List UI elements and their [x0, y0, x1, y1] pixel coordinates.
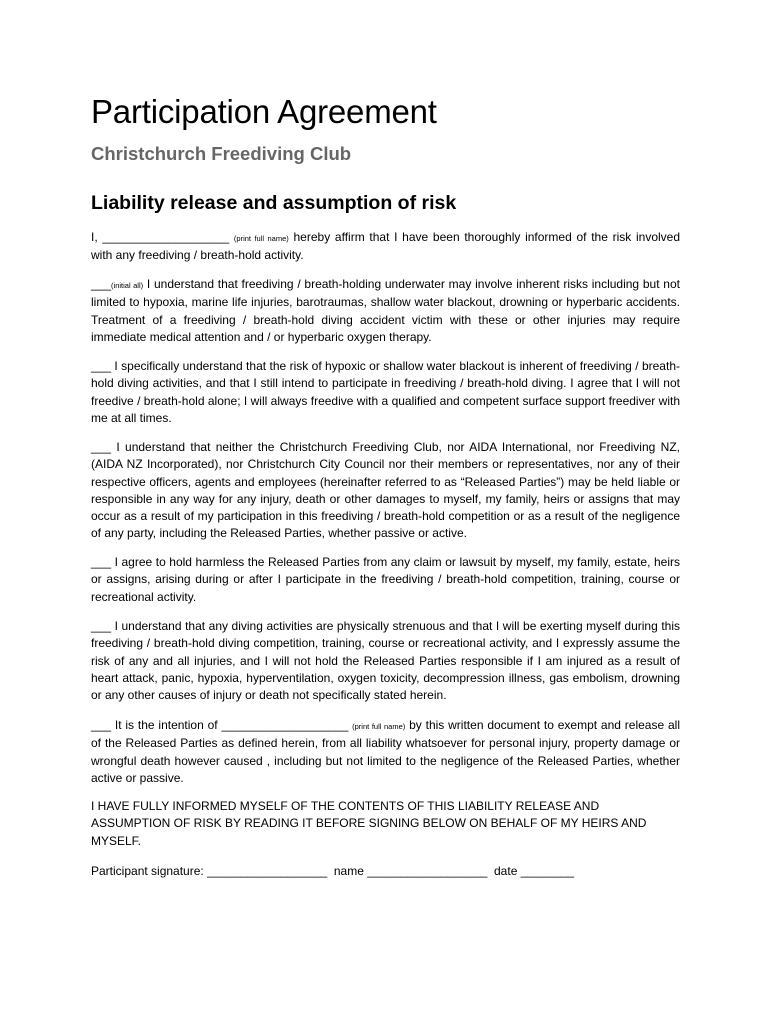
name-blank-lead: I, ___________________ [91, 230, 234, 244]
assumption-of-risk-paragraph: ___ I understand that any diving activities are physically strenuous and that I will be exerting myself during this freediving / breath-hold diving competition, training, course or recreational activity, and I expressly assume the risk of any and all injuries, and I will not hold the Released Parties responsible if I am injured as a result of heart attack, panic, hypoxia, hyperventilation, oxygen toxicity, decompression illness, gas embolism, drowning or any other causes of injury or death not specifically stated herein. [91, 619, 680, 703]
inherent-risks-text: I understand that freediving / breath-holding underwater may involve inherent risks including but not limited to hypoxia, marine life injuries, barotraumas, shallow water blackout, drowning or hyperbaric accidents. Treatment of a freediving / breath-hold diving accident victim with these or other injuries may require immediate medical attention and / or hyperbaric oxygen therapy. [91, 277, 680, 344]
initial-all-note: (initial all) [111, 281, 144, 290]
blackout-risk-paragraph: ___ I specifically understand that the risk of hypoxic or shallow water blackout is inherent of freediving / breath-hold diving activities, and that I still intend to participate in freediving / breath-hold diving. I agree that I will not freedive / breath-hold alone; I will always freedive with a qualified and competent surface support freediver with me at all times. [91, 359, 680, 425]
signature-line: Participant signature: __________________ name __________________ date ________ [91, 864, 575, 878]
inherent-risks-paragraph [91, 276, 680, 346]
document-subtitle: Christchurch Freediving Club [91, 143, 352, 164]
affirmation-text: hereby affirm that I have been thoroughly informed of the risk involved with any freediving / breath-hold activity. [91, 230, 681, 263]
document-title: Participation Agreement [91, 93, 437, 130]
acknowledgement-paragraph: I HAVE FULLY INFORMED MYSELF OF THE CONTENTS OF THIS LIABILITY RELEASE AND ASSUMPTION OF RISK BY READING IT BEFORE SIGNING BELOW ON BEHALF OF MY HEIRS AND MYSELF. [91, 799, 647, 848]
section-heading: Liability release and assumption of risk [91, 192, 457, 214]
intention-lead: ___ It is the intention of ___________________ [91, 718, 353, 732]
intention-text: by this written document to exempt and release all of the Released Parties as defined herein, from all liability whatsoever for personal injury, property damage or wrongful death however caused , including but not limited to the negligence of the Released Parties, whether active or passive. [91, 718, 681, 785]
print-name-note: (print full name) [233, 234, 289, 243]
intention-paragraph [91, 717, 680, 787]
print-name-note-2: (print full name) [352, 722, 406, 731]
hold-harmless-paragraph: ___ I agree to hold harmless the Released Parties from any claim or lawsuit by myself, my family, estate, heirs or assigns, arising during or after I participate in the freediving / breath-hold competition, training, course or recreational activity. [91, 555, 680, 604]
initial-blank: ___ [91, 277, 112, 291]
affirmation-paragraph [91, 229, 680, 265]
released-parties-paragraph: ___ I understand that neither the Christchurch Freediving Club, nor AIDA International, nor Freediving NZ, (AIDA NZ Incorporated), nor Christchurch City Council nor their members or representatives, nor any of their respective officers, agents and employees (hereinafter referred to as “Released Parties”) may be held liable or responsible in any way for any injury, death or other damages to myself, my family, heirs or assigns that may occur as a result of my participation in this freediving / breath-hold competition or as a result of the negligence of any party, including the Released Parties, whether passive or active. [91, 440, 680, 541]
